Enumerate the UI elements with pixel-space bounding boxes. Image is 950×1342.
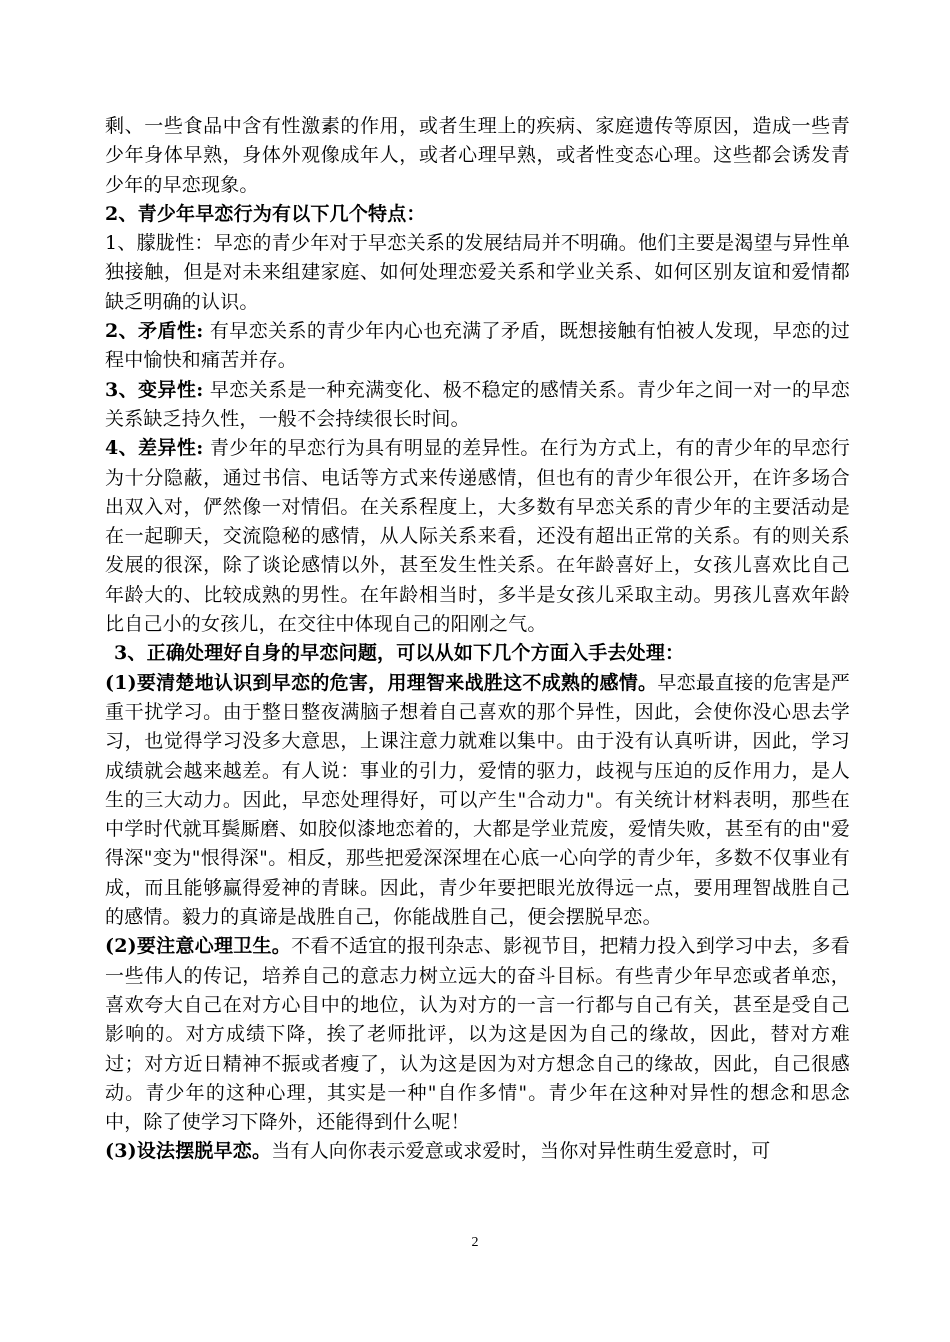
point-2-paragraph <box>105 932 850 1137</box>
page-number: 2 <box>471 1235 479 1250</box>
feature-2-paragraph <box>105 317 850 376</box>
feature-4-text: 青少年的早恋行为具有明显的差异性。在行为方式上，有的青少年的早恋行为十分隐蔽，通过书信、电话等方式来传递感情，但也有的青少年很公开，在许多场合出双入对，俨然像一对情侣。在关系程度上，大多数有早恋关系的青少年的主要活动是在一起聊天，交流隐秘的感情，从人际关系来看，还没有超出正常的关系。有的则关系发展的很深，除了谈论感情以外，甚至发生性关系。在年龄喜好上，女孩儿喜欢比自己年龄大的、比较成熟的男性。在年龄相当时，多半是女孩儿采取主动。男孩儿喜欢年龄比自己小的女孩儿，在交往中体现自己的阳刚之气。 <box>105 437 850 636</box>
feature-3-text: 早恋关系是一种充满变化、极不稳定的感情关系。青少年之间一对一的早恋关系缺乏持久性，一般不会持续很长时间。 <box>105 378 850 430</box>
feature-1-paragraph: 1、朦胧性：早恋的青少年对于早恋关系的发展结局并不明确。他们主要是渴望与异性单独接触，但是对未来组建家庭、如何处理恋爱关系和学业关系、如何区别友谊和爱情都缺乏明确的认识。 <box>105 232 850 313</box>
page-body <box>105 112 850 1167</box>
paragraph-intro: 剩、一些食品中含有性激素的作用，或者生理上的疾病、家庭遗传等原因，造成一些青少年身体早熟，身体外观像成年人，或者心理早熟，或者性变态心理。这些都会诱发青少年的早恋现象。 <box>105 115 850 196</box>
point-3-label: (3)设法摆脱早恋。 <box>105 1140 272 1163</box>
feature-4-paragraph <box>105 434 850 639</box>
feature-3-label: 3、变异性: <box>105 378 204 401</box>
point-2-text: 不看不适宜的报刊杂志、影视节目，把精力投入到学习中去，多看一些伟人的传记，培养自己的意志力树立远大的奋斗目标。有些青少年早恋或者单恋，喜欢夸大自己在对方心目中的地位，认为对方的一言一行都与自己有关，甚至是受自己影响的。对方成绩下降，挨了老师批评，以为这是因为自己的缘故，因此，替对方难过；对方近日精神不振或者瘦了，认为这是因为对方想念自己的缘故，因此，自己很感动。青少年的这种心理，其实是一种"自作多情"。青少年在这种对异性的想念和思念中，除了使学习下降外，还能得到什么呢！ <box>105 935 850 1134</box>
point-1-text: 早恋最直接的危害是严重干扰学习。由于整日整夜满脑子想着自己喜欢的那个异性，因此，会使你没心思去学习，也觉得学习没多大意思，上课注意力就难以集中。由于没有认真听讲，因此，学习成绩就会越来越差。有人说：事业的引力，爱情的驱力，歧视与压迫的反作用力，是人生的三大动力。因此，早恋处理得好，可以产生"合动力"。有关统计材料表明，那些在中学时代就耳鬓厮磨、如胶似漆地恋着的，大都是学业荒废，爱情失败，甚至有的由"爱得深"变为"恨得深"。相反，那些把爱深深埋在心底一心向学的青少年，多数不仅事业有成，而且能够赢得爱神的青睐。因此，青少年要把眼光放得远一点，要用理智战胜自己的感情。毅力的真谛是战胜自己，你能战胜自己，便会摆脱早恋。 <box>105 671 850 929</box>
feature-2-label: 2、矛盾性: <box>105 320 204 343</box>
section-3-heading: 3、正确处理好自身的早恋问题，可以从如下几个方面入手去处理： <box>114 642 685 665</box>
point-3-text: 当有人向你表示爱意或求爱时，当你对异性萌生爱意时，可 <box>271 1140 771 1163</box>
feature-4-label: 4、差异性: <box>105 437 204 460</box>
point-2-label: (2)要注意心理卫生。 <box>105 935 292 958</box>
section-2-heading: 2、青少年早恋行为有以下几个特点： <box>105 202 426 225</box>
point-3-paragraph <box>105 1137 850 1166</box>
point-1-label: (1)要清楚地认识到早恋的危害，用理智来战胜这不成熟的感情。 <box>105 671 658 694</box>
point-1-paragraph <box>105 669 850 933</box>
feature-2-text: 有早恋关系的青少年内心也充满了矛盾，既想接触有怕被人发现，早恋的过程中愉快和痛苦并存。 <box>105 320 850 372</box>
feature-3-paragraph <box>105 376 850 435</box>
